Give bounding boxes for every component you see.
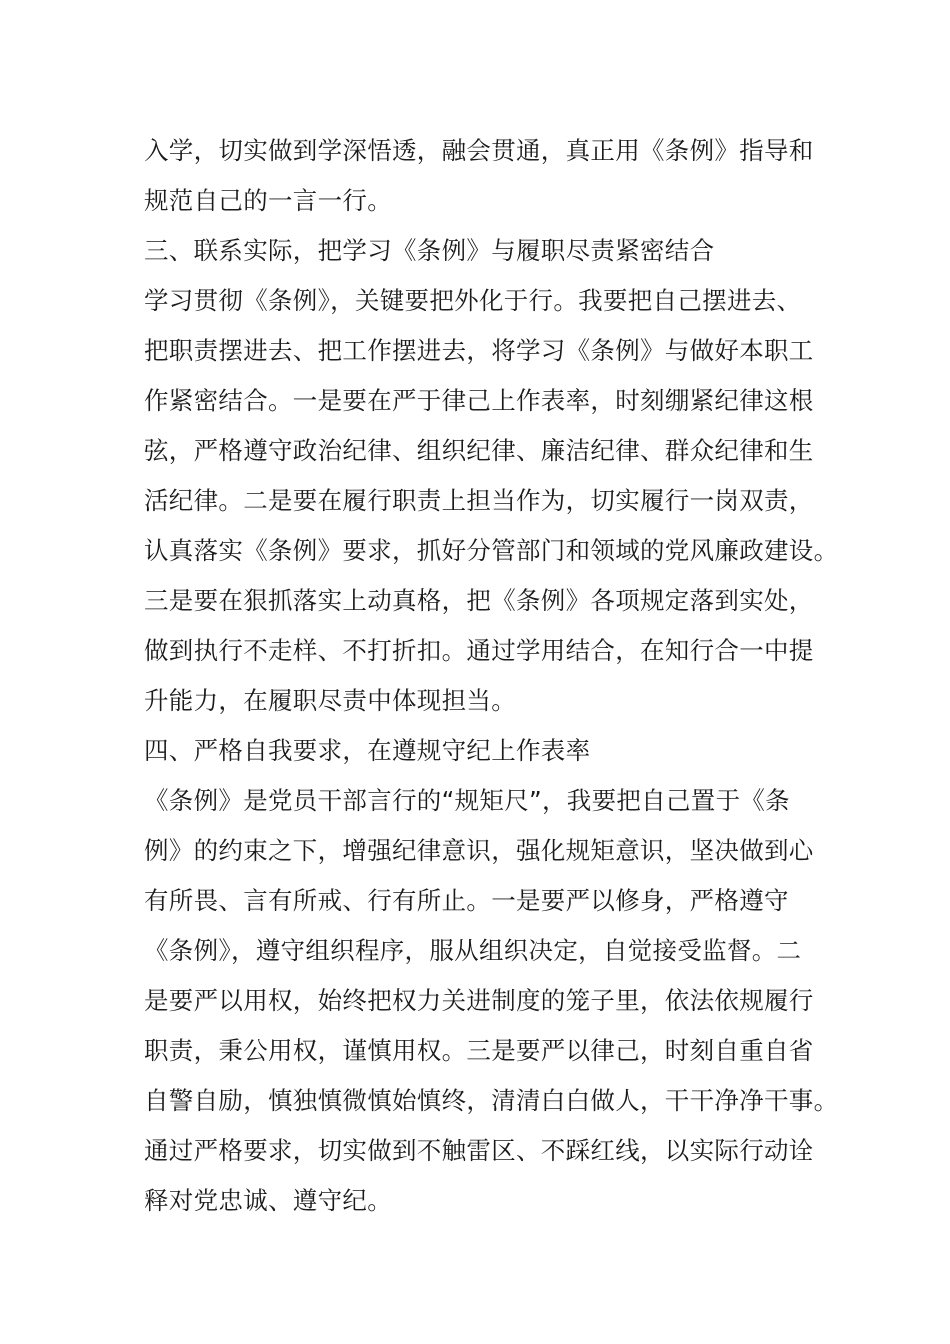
text-line: 释对党忠诚、遵守纪。 (144, 1186, 392, 1215)
text-line: 把职责摆进去、把工作摆进去，将学习《条例》与做好本职工 (144, 336, 814, 365)
text-line: 学习贯彻《条例》，关键要把外化于行。我要把自己摆进去、 (144, 286, 802, 315)
text-line: 《条例》是党员干部言行的“规矩尺”，我要把自己置于《条 (144, 786, 790, 815)
text-line: 三是要在狠抓落实上动真格，把《条例》各项规定落到实处， (144, 586, 814, 615)
text-line: 活纪律。二是要在履行职责上担当作为，切实履行一岗双责， (144, 486, 814, 515)
text-line: 认真落实《条例》要求，抓好分管部门和领域的党风廉政建设。 (144, 536, 839, 565)
text-line: 是要严以用权，始终把权力关进制度的笼子里，依法依规履行 (144, 986, 814, 1015)
section-heading: 四、严格自我要求，在遵规守纪上作表率 (144, 736, 591, 765)
text-line: 入学，切实做到学深悟透，融会贯通，真正用《条例》指导和 (144, 136, 814, 165)
section-heading: 三、联系实际，把学习《条例》与履职尽责紧密结合 (144, 236, 715, 265)
text-line: 弦，严格遵守政治纪律、组织纪律、廉洁纪律、群众纪律和生 (144, 436, 814, 465)
text-line: 自警自励，慎独慎微慎始慎终，清清白白做人，干干净净干事。 (144, 1086, 839, 1115)
text-line: 规范自己的一言一行。 (144, 186, 392, 215)
text-line: 通过严格要求，切实做到不触雷区、不踩红线，以实际行动诠 (144, 1136, 814, 1165)
text-line: 作紧密结合。一是要在严于律己上作表率，时刻绷紧纪律这根 (144, 386, 814, 415)
text-line: 做到执行不走样、不打折扣。通过学用结合，在知行合一中提 (144, 636, 814, 665)
text-line: 《条例》，遵守组织程序，服从组织决定，自觉接受监督。二 (144, 936, 802, 965)
text-line: 职责，秉公用权，谨慎用权。三是要严以律己，时刻自重自省 (144, 1036, 814, 1065)
text-line: 有所畏、言有所戒、行有所止。一是要严以修身，严格遵守 (144, 886, 789, 915)
text-line: 升能力，在履职尽责中体现担当。 (144, 686, 516, 715)
text-line: 例》的约束之下，增强纪律意识，强化规矩意识，坚决做到心 (144, 836, 814, 865)
